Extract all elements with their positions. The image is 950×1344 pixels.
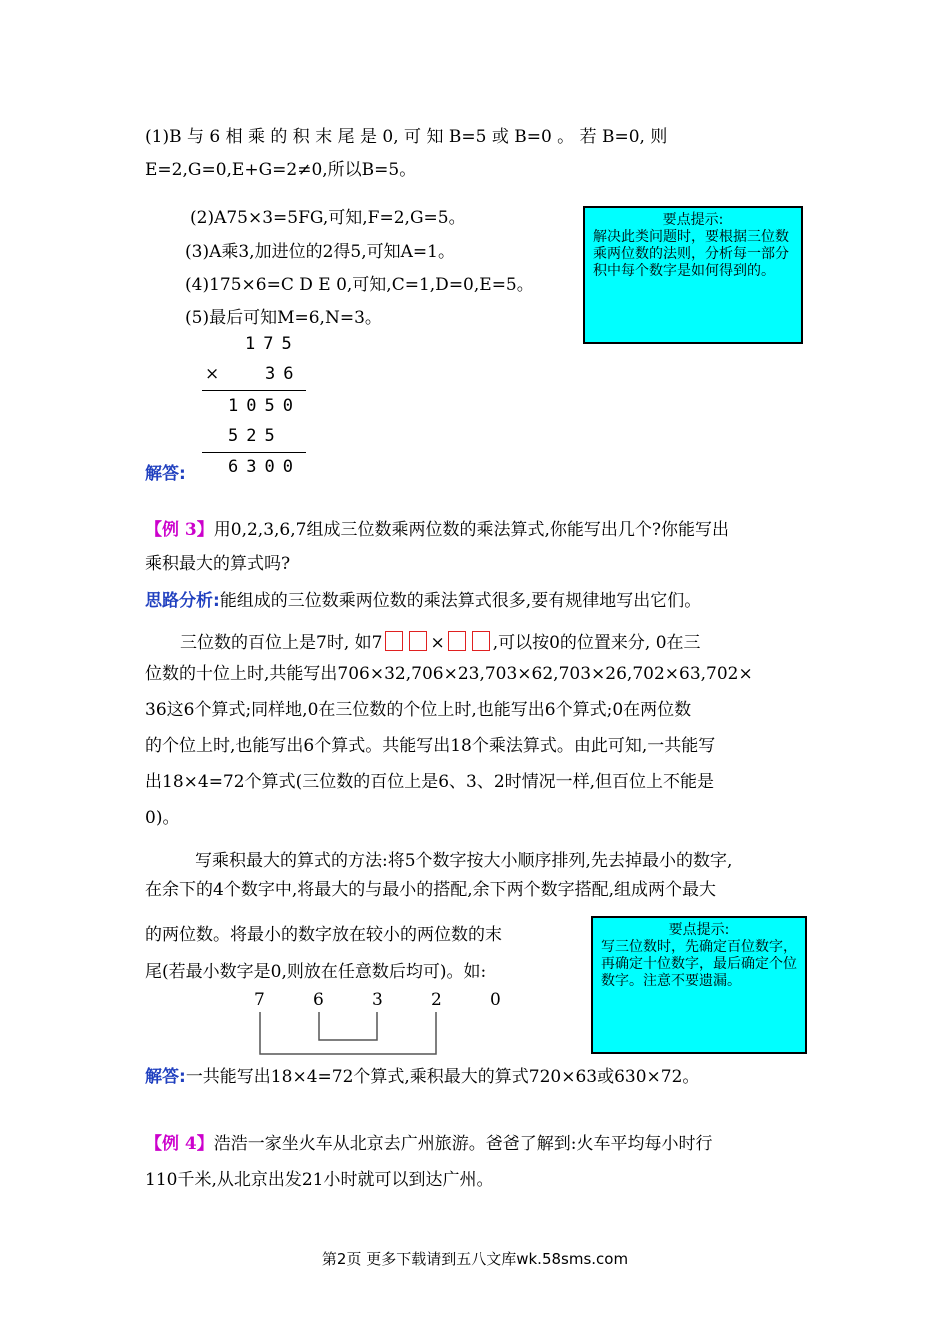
- arith-line-2: [202, 452, 306, 453]
- ex3-line-1: [145, 522, 810, 539]
- tip-body: 解决此类问题时，要根据三位数乘两位数的法则，分析每一部分积中每个数字是如何得到的。: [593, 229, 789, 279]
- method-line-2: 在余下的4个数字中,将最大的与最小的搭配,余下两个数字搭配,组成两个最大: [145, 880, 717, 900]
- method-line-3: 的两位数。将最小的数字放在较小的两位数的末: [145, 925, 502, 945]
- answer-label: 解答:: [145, 1067, 186, 1087]
- ex3-para-3: 36这6个算式;同样地,0在三位数的个位上时,也能写出6个算式;0在两位数: [145, 700, 692, 720]
- pairing-brackets: [250, 1012, 450, 1060]
- analysis-text: 能组成的三位数乘两位数的乘法算式很多,要有规律地写出它们。: [219, 591, 702, 611]
- ex3-question: 用0,2,3,6,7组成三位数乘两位数的乘法算式,你能写出几个?你能写出: [213, 520, 729, 540]
- ex4-line-2: 110千米,从北京出发21小时就可以到达广州。: [145, 1170, 494, 1190]
- blank-box: [409, 631, 427, 651]
- ex4-line-1: [145, 1136, 810, 1153]
- times-sign: ×: [205, 364, 220, 384]
- page-footer: 第2页 更多下载请到五八文库wk.58sms.com: [321, 1250, 629, 1268]
- digit: 0: [490, 990, 501, 1010]
- blank-box: [472, 631, 490, 651]
- arith-product: 6300: [228, 457, 301, 477]
- example-label: 【例 4】: [145, 1134, 214, 1154]
- ex3-para-5: 出18×4=72个算式(三位数的百位上是6、3、2时情况一样,但百位上不能是: [145, 772, 715, 792]
- digit: 7: [254, 990, 265, 1010]
- tip-box-2: [591, 916, 807, 1054]
- digit: 6: [313, 990, 324, 1010]
- arith-partial-1: 1050: [228, 396, 301, 416]
- ex4-text: 浩浩一家坐火车从北京去广州旅游。爸爸了解到:火车平均每小时行: [213, 1134, 713, 1154]
- digit: 3: [372, 990, 383, 1010]
- ex3-analysis-line: [145, 593, 810, 610]
- para-1-end: ,可以按0的位置来分, 0在三: [492, 633, 701, 653]
- prev-line-5: (4)175×6=C D E 0,可知,C=1,D=0,E=5。: [185, 275, 534, 295]
- ex3-para-1: [180, 628, 701, 653]
- times-sign: ×: [430, 633, 445, 653]
- prev-line-1: (1)B 与 6 相 乘 的 积 末 尾 是 0, 可 知 B=5 或 B=0 。 若 B=0, 则: [145, 127, 668, 147]
- prev-line-6: (5)最后可知M=6,N=3。: [185, 308, 382, 328]
- tip-title: 要点提示:: [668, 922, 730, 938]
- prev-line-2: E=2,G=0,E+G=2≠0,所以B=5。: [145, 160, 417, 180]
- prev-line-3: (2)A75×3=5FG,可知,F=2,G=5。: [190, 208, 466, 228]
- inner-bracket: [319, 1012, 377, 1040]
- ex3-answer-line: [145, 1069, 810, 1086]
- answer-text: 一共能写出18×4=72个算式,乘积最大的算式720×63或630×72。: [185, 1067, 700, 1087]
- ex3-para-4: 的个位上时,也能写出6个算式。共能写出18个乘法算式。由此可知,一共能写: [145, 736, 716, 756]
- arith-partial-2: 525: [228, 426, 283, 446]
- tip-box-1: [583, 206, 803, 344]
- example-label: 【例 3】: [145, 520, 214, 540]
- digit: 2: [431, 990, 442, 1010]
- arith-multiplier: 36: [265, 364, 302, 384]
- blank-box: [385, 631, 403, 651]
- analysis-label: 思路分析:: [145, 591, 220, 611]
- method-line-1: 写乘积最大的算式的方法:将5个数字按大小顺序排列,先去掉最小的数字,: [195, 851, 733, 871]
- tip-title: 要点提示:: [662, 212, 724, 228]
- arith-multiplicand: 175: [245, 334, 300, 354]
- prev-line-4: (3)A乘3,加进位的2得5,可知A=1。: [185, 242, 455, 262]
- tip-body: 写三位数时，先确定百位数字，再确定十位数字，最后确定个位数字。注意不要遗漏。: [601, 939, 797, 989]
- method-line-4: 尾(若最小数字是0,则放在任意数后均可)。如:: [145, 962, 487, 982]
- para-1-start: 三位数的百位上是7时, 如7: [180, 633, 383, 653]
- ex3-para-2: 位数的十位上时,共能写出706×32,706×23,703×62,703×26,702×63,702×: [145, 664, 753, 684]
- arith-line-1: [202, 390, 306, 391]
- answer-label: 解答:: [145, 464, 186, 484]
- ex3-line-2: 乘积最大的算式吗?: [145, 554, 291, 574]
- blank-box: [448, 631, 466, 651]
- ex3-para-6: 0)。: [145, 808, 180, 828]
- outer-bracket: [260, 1012, 436, 1054]
